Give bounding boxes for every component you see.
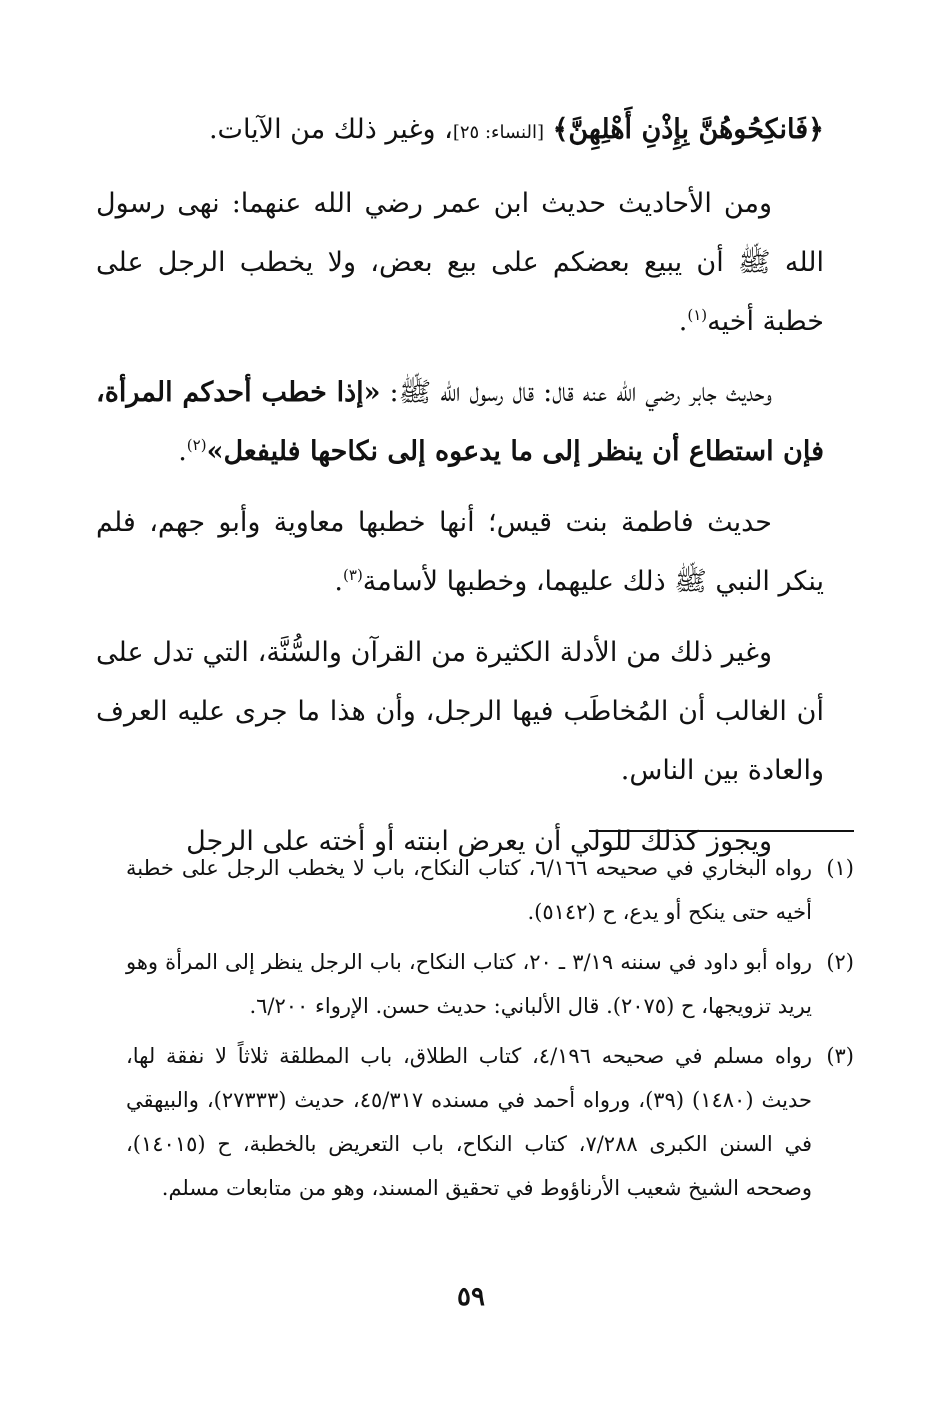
paragraph-intro: وحديث جابر رضي الله عنه قال: قال رسول الله ﷺ: (380, 377, 772, 408)
paragraph-end: . (334, 566, 344, 597)
paragraph-text: ومن الأحاديث حديث ابن عمر رضي الله عنهما: نهى رسول الله ﷺ أن يبيع بعضكم على بيع بعض، ولا يخطب الرجل على خطبة أخيه (96, 188, 824, 337)
paragraph-text: حديث فاطمة بنت قيس؛ أنها خطبها معاوية وأبو جهم، فلم ينكر النبي ﷺ ذلك عليهما، وخطبها لأسامة (96, 507, 824, 597)
footnote-ref-3: (٣) (343, 566, 363, 584)
footnotes (126, 846, 854, 1216)
footnote-number: (٣) (826, 1044, 854, 1068)
paragraph-evidence (96, 623, 824, 800)
paragraph-hadith-jabir (96, 363, 824, 481)
footnote-separator (589, 830, 854, 832)
footnote-text: رواه مسلم في صحيحه ٤/١٩٦، كتاب الطلاق، باب المطلقة ثلاثاً لا نفقة لها، حديث (١٤٨٠) (٣٩)، ورواه أحمد في مسنده ٤٥/٣١٧، حديث (٢٧٣٣٣)، والبيهقي في السنن الكبرى ٧/٢٨٨، كتاب النكاح، باب التعريض بالخطبة، ح (١٤٠١٥)، وصححه الشيخ شعيب الأرناؤوط في تحقيق المسند، وهو من متابعات مسلم. (126, 1044, 813, 1200)
hadith-quote: «إذا خطب أحدكم المرأة، فإن استطاع أن ينظر إلى ما يدعوه إلى نكاحها فليفعل» (96, 377, 824, 467)
paragraph-text: ويجوز كذلك للولي أن يعرض ابنته أو أخته على الرجل (186, 826, 772, 857)
paragraph-end: . (678, 306, 688, 337)
footnote-2 (126, 940, 854, 1028)
footnote-number: (١) (826, 856, 854, 880)
paragraph-quran-verse (96, 100, 824, 162)
footnote-1 (126, 846, 854, 934)
paragraph-text: وغير ذلك من الأدلة الكثيرة من القرآن والسُّنَّة، التي تدل على أن الغالب أن المُخاطَب فيها الرجل، وأن هذا ما جرى عليه العرف والعادة بين الناس. (96, 637, 824, 786)
main-text (96, 100, 824, 883)
paragraph-hadith-fatima (96, 493, 824, 611)
paragraph-hadith-ibn-umar (96, 174, 824, 351)
page-number: ٥٩ (457, 1282, 485, 1312)
paragraph-end: . (178, 436, 187, 467)
quran-verse: ﴿فَانكِحُوهُنَّ بِإِذْنِ أَهْلِهِنَّ﴾ (552, 114, 824, 145)
footnote-text: رواه أبو داود في سننه ٣/١٩ ـ ٢٠، كتاب النكاح، باب الرجل ينظر إلى المرأة وهو يريد تزويجها، ح (٢٠٧٥). قال الألباني: حديث حسن. الإرواء ٦/٢٠٠. (126, 950, 812, 1018)
footnote-ref-2: (٢) (186, 436, 207, 454)
footnote-number: (٢) (826, 950, 854, 974)
footnote-text: رواه البخاري في صحيحه ٦/١٦٦، كتاب النكاح، باب لا يخطب الرجل على خطبة أخيه حتى ينكح أو يدع، ح (٥١٤٢). (126, 856, 812, 924)
verse-reference: [النساء: ٢٥] (452, 122, 544, 143)
footnote-3 (126, 1034, 854, 1210)
paragraph-text: ، وغير ذلك من الآيات. (208, 114, 453, 145)
footnote-ref-1: (١) (687, 306, 708, 324)
